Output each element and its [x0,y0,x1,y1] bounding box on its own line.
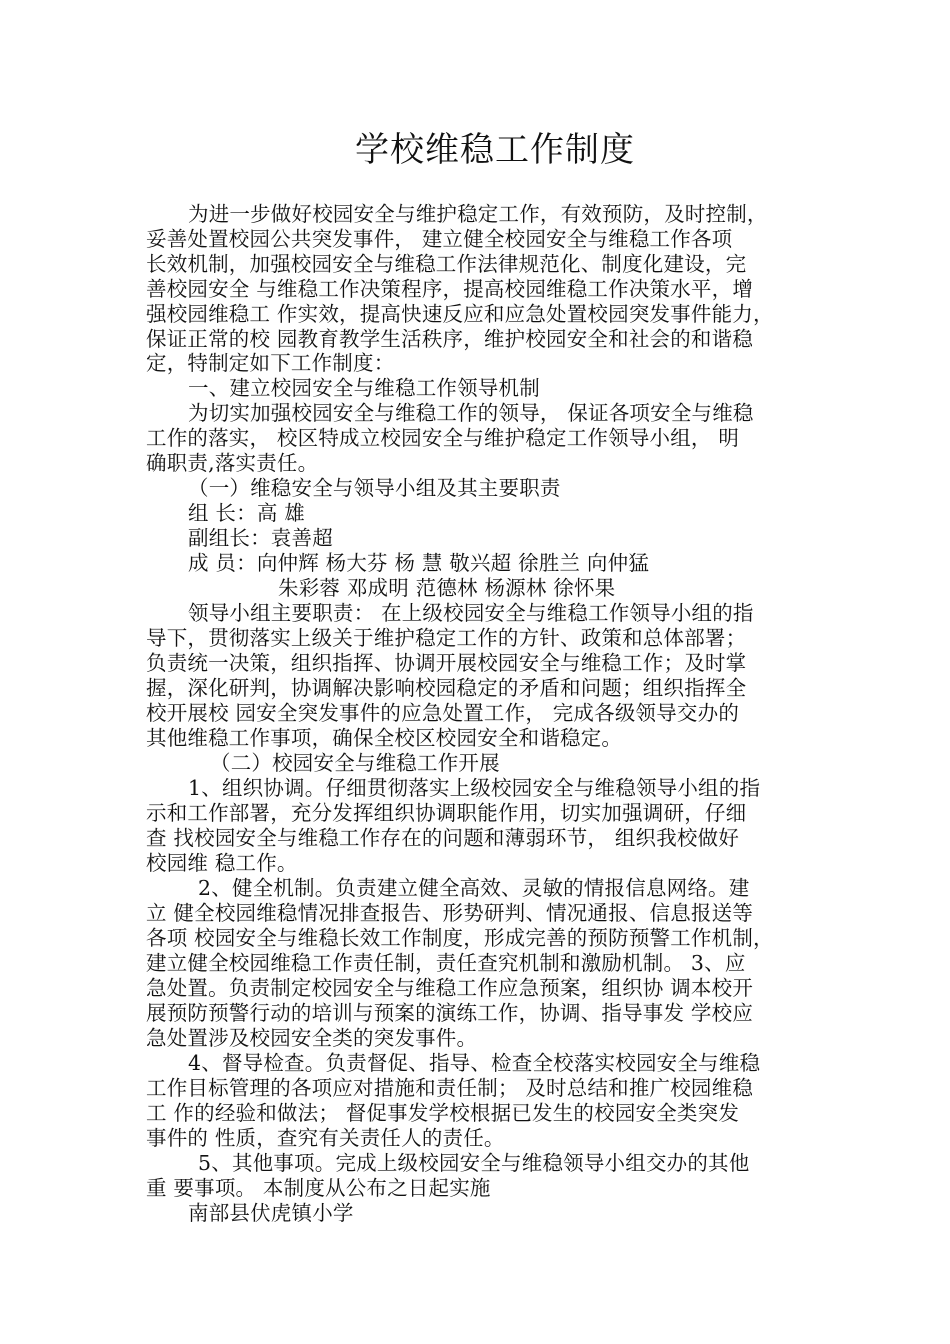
body-line: 为切实加强校园安全与维稳工作的领导， 保证各项安全与维稳 [188,401,754,425]
body-line: 善校园安全 与维稳工作决策程序，提高校园维稳工作决策水平，增 [146,277,754,301]
body-line: 1、组织协调。仔细贯彻落实上级校园安全与维稳领导小组的指 [188,776,761,800]
body-line: 2、健全机制。负责建立健全高效、灵敏的情报信息网络。建 [198,876,750,900]
body-line: 其他维稳工作事项，确保全校区校园安全和谐稳定。 [146,726,623,750]
leader-line: 组 长：高 雄 [188,501,305,525]
subsection-heading: （一）维稳安全与领导小组及其主要职责 [188,476,561,500]
body-line: 领导小组主要职责： 在上级校园安全与维稳工作领导小组的指 [188,601,754,625]
body-line: 定，特制定如下工作制度： [146,351,395,375]
body-line: 校开展校 园安全突发事件的应急处置工作， 完成各级领导交办的 [146,701,740,725]
body-line: 强校园维稳工 作实效，提高快速反应和应急处置校园突发事件能力， [146,302,774,326]
signature-line: 南部县伏虎镇小学 [188,1201,354,1225]
body-line: 展预防预警行动的培训与预案的演练工作，协调、指导事发 学校应 [146,1001,754,1025]
body-line: 各项 校园安全与维稳长效工作制度，形成完善的预防预警工作机制， [146,926,774,950]
body-line: 保证正常的校 园教育教学生活秩序，维护校园安全和社会的和谐稳 [146,327,754,351]
deputy-leader-line: 副组长：袁善超 [188,526,333,550]
body-line: 立 健全校园维稳情况排查报告、形势研判、情况通报、信息报送等 [146,901,754,925]
body-line: 建立健全校园维稳工作责任制，责任查究机制和激励机制。 3、应 [146,951,746,975]
members-line: 成 员：向仲辉 杨大芬 杨 慧 敬兴超 徐胜兰 向仲猛 [188,551,650,575]
body-line: 长效机制，加强校园安全与维稳工作法律规范化、制度化建设，完 [146,252,747,276]
body-line: 为进一步做好校园安全与维护稳定工作，有效预防，及时控制， [188,202,768,226]
body-line: 急处置。负责制定校园安全与维稳工作应急预案，组织协 调本校开 [146,976,754,1000]
document-title: 学校维稳工作制度 [355,130,635,170]
body-line: 校园维 稳工作。 [146,851,298,875]
body-line: 负责统一决策，组织指挥、协调开展校园安全与维稳工作；及时掌 [146,651,747,675]
section-heading: 一、建立校园安全与维稳工作领导机制 [188,376,540,400]
body-line: 工 作的经验和做法； 督促事发学校根据已发生的校园安全类突发 [146,1101,740,1125]
body-line: 示和工作部署，充分发挥组织协调职能作用，切实加强调研，仔细 [146,801,747,825]
subsection-heading: （二）校园安全与维稳工作开展 [210,751,500,775]
body-line: 4、督导检查。负责督促、指导、检查全校落实校园安全与维稳 [188,1051,761,1075]
body-line: 导下，贯彻落实上级关于维护稳定工作的方针、政策和总体部署； [146,626,747,650]
body-line: 工作的落实， 校区特成立校园安全与维护稳定工作领导小组， 明 [146,426,740,450]
body-line: 查 找校园安全与维稳工作存在的问题和薄弱环节， 组织我校做好 [146,826,740,850]
body-line: 工作目标管理的各项应对措施和责任制； 及时总结和推广校园维稳 [146,1076,754,1100]
body-line: 确职责,落实责任。 [146,451,319,475]
body-line: 5、其他事项。完成上级校园安全与维稳领导小组交办的其他 [198,1151,750,1175]
body-line: 急处置涉及校园安全类的突发事件。 [146,1026,478,1050]
body-line: 事件的 性质，查究有关责任人的责任。 [146,1126,505,1150]
body-line: 握，深化研判，协调解决影响校园稳定的矛盾和问题；组织指挥全 [146,676,747,700]
members-line-continued: 朱彩蓉 邓成明 范德林 杨源林 徐怀果 [278,576,616,600]
body-line: 重 要事项。 本制度从公布之日起实施 [146,1176,491,1200]
body-line: 妥善处置校园公共突发事件， 建立健全校园安全与维稳工作各项 [146,227,733,251]
